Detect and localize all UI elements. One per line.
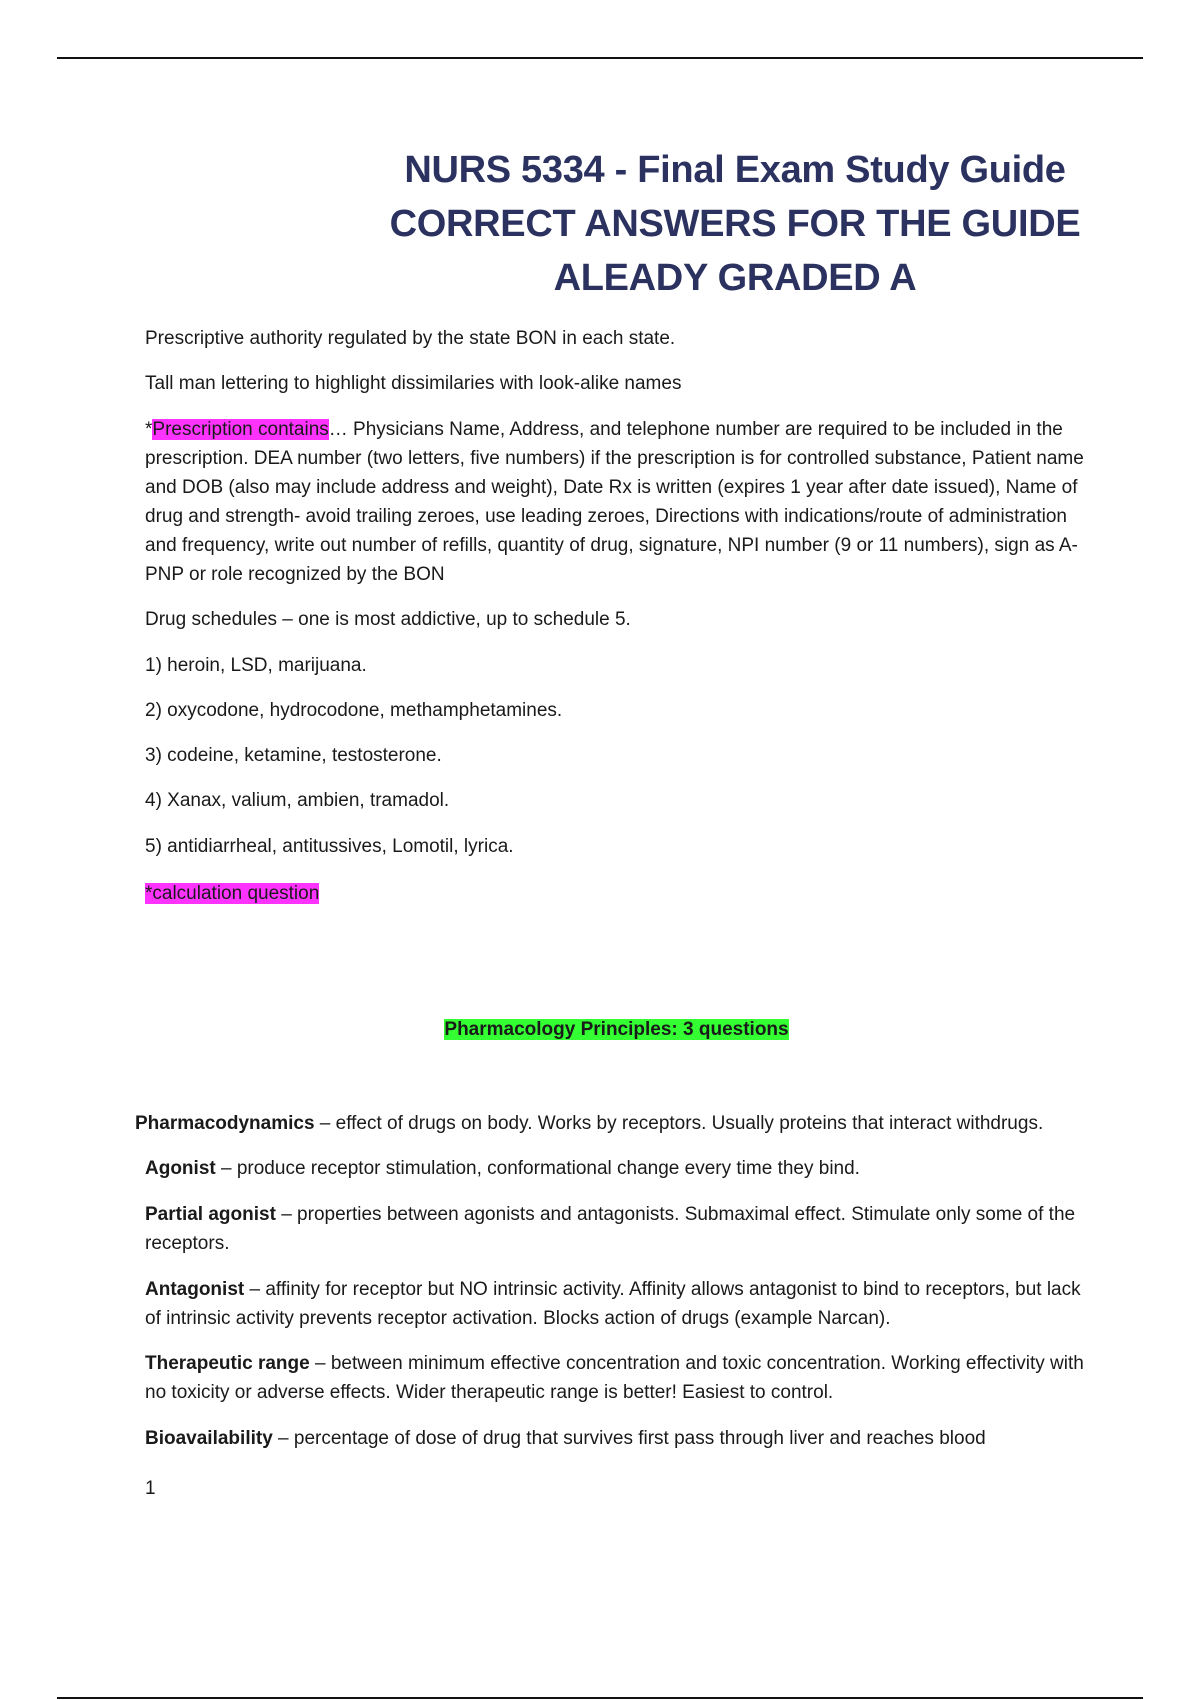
term-agonist: Agonist	[145, 1158, 216, 1179]
title-line-2: CORRECT ANSWERS FOR THE GUIDE	[389, 203, 1081, 245]
bottom-rule	[57, 1697, 1143, 1699]
text-therapeutic-range: – between minimum effective concentration and toxic concentration. Working effectivity with no toxicity or adverse effects. Wider therapeutic range is better! Easiest to control.	[145, 1353, 1084, 1403]
title-line-1: NURS 5334 - Final Exam Study Guide	[404, 149, 1066, 191]
definition-therapeutic-range	[145, 1349, 1085, 1407]
definition-agonist	[145, 1154, 1085, 1183]
text-partial-agonist: – properties between agonists and antagonists. Submaximal effect. Stimulate only some of the receptors.	[145, 1204, 1076, 1254]
schedule-4: 4) Xanax, valium, ambien, tramadol.	[145, 790, 450, 811]
prescription-details: … Physicians Name, Address, and telephone number are required to be included in the prescription. DEA number (two letters, five numbers) if the prescription is for controlled substance, Patient name and DOB (also may include address and weight), Date Rx is written (expires 1 year after date issued), Name of drug and strength- avoid trailing zeroes, use leading zeroes, Directions with indications/route of administration and frequency, write out number of refills, quantity of drug, signature, NPI number (9 or 11 numbers), sign as A-PNP or role recognized by the BON	[145, 419, 1084, 585]
definition-pharmacodynamics	[135, 1109, 1135, 1138]
text-antagonist: – affinity for receptor but NO intrinsic activity. Affinity allows antagonist to bind to receptors, but lack of intrinsic activity prevents receptor activation. Blocks action of drugs (example Narcan).	[145, 1279, 1081, 1329]
page-number: 1	[145, 1478, 156, 1499]
text-bioavailability: – percentage of dose of drug that survives first pass through liver and reaches blood	[272, 1428, 986, 1449]
highlight-calculation-question: *calculation question	[145, 883, 320, 904]
highlight-pharmacology-principles: Pharmacology Principles: 3 questions	[444, 1019, 789, 1040]
paragraph-drug-schedules: Drug schedules – one is most addictive, up to schedule 5.	[145, 609, 631, 630]
term-antagonist: Antagonist	[145, 1279, 245, 1300]
text-agonist: – produce receptor stimulation, conformational change every time they bind.	[215, 1158, 860, 1179]
schedule-5: 5) antidiarrheal, antitussives, Lomotil, lyrica.	[145, 836, 514, 857]
definition-bioavailability	[145, 1424, 1145, 1453]
top-rule	[57, 57, 1143, 59]
paragraph-prescription-contains	[145, 415, 1085, 589]
text-pharmacodynamics: – effect of drugs on body. Works by receptors. Usually proteins that interact withdrugs.	[314, 1113, 1044, 1134]
document-title	[360, 143, 1110, 305]
definition-antagonist	[145, 1275, 1085, 1333]
highlight-prescription-contains: Prescription contains	[152, 419, 329, 440]
schedule-3: 3) codeine, ketamine, testosterone.	[145, 745, 442, 766]
term-therapeutic-range: Therapeutic range	[145, 1353, 310, 1374]
asterisk: *	[145, 419, 153, 440]
term-bioavailability: Bioavailability	[145, 1428, 273, 1449]
paragraph-tall-man-lettering: Tall man lettering to highlight dissimilaries with look-alike names	[145, 373, 682, 394]
paragraph-prescriptive-authority: Prescriptive authority regulated by the state BON in each state.	[145, 328, 676, 349]
title-line-3: ALEADY GRADED A	[553, 257, 917, 299]
section-heading	[0, 1015, 1200, 1044]
schedule-1: 1) heroin, LSD, marijuana.	[145, 655, 367, 676]
calculation-note	[145, 879, 1085, 908]
schedule-2: 2) oxycodone, hydrocodone, methamphetamines.	[145, 700, 563, 721]
definition-partial-agonist	[145, 1200, 1085, 1258]
term-partial-agonist: Partial agonist	[145, 1204, 276, 1225]
term-pharmacodynamics: Pharmacodynamics	[135, 1113, 315, 1134]
